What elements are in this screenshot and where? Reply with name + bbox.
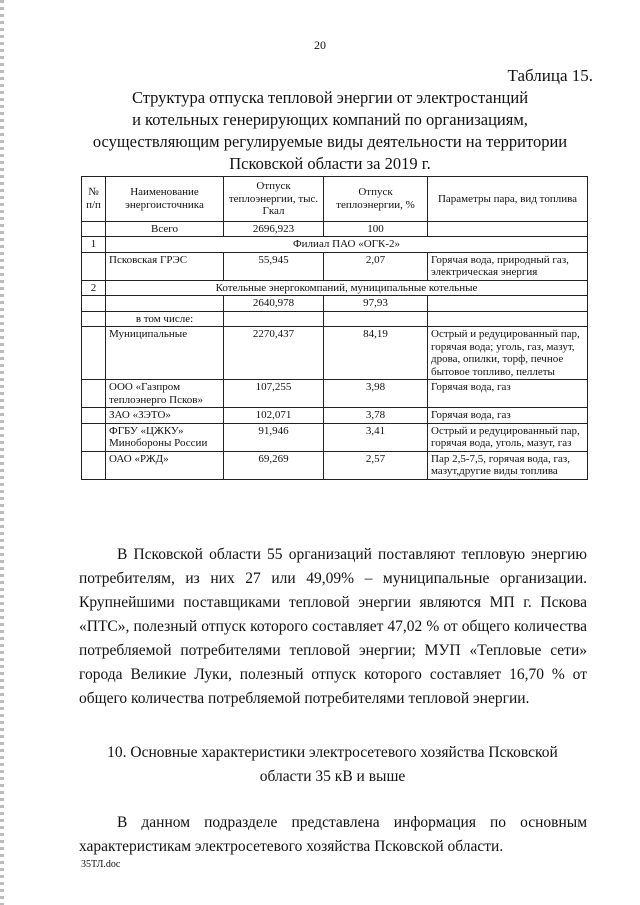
section2-release-pct: 97,93 xyxy=(324,296,428,312)
scan-edge xyxy=(0,0,4,905)
table-title-line: и котельных генерирующих компаний по организациям, xyxy=(132,110,528,129)
total-name: Всего xyxy=(106,221,224,237)
row-params: Горячая вода, газ xyxy=(428,380,588,408)
heat-release-table xyxy=(81,176,588,480)
row-name: Муниципальные xyxy=(106,327,224,380)
table-row-section2-total xyxy=(82,296,588,312)
row-release-pct: 3,78 xyxy=(324,408,428,424)
row-params: Острый и редуцированный пар, горячая вода; уголь, газ, мазут, дрова, опилки, торф, печное бытовое топливо, пеллеты xyxy=(428,327,588,380)
paragraph-suppliers-text: В Псковской области 55 организаций поставляют тепловую энергию потребителям, из них 27 или 49,09% – муниципальные организации. Крупнейшими поставщиками тепловой энергии являются МП г. Пскова «ПТС», полезный отпуск которого составляет 47,02 % от общего количества потребляемой потребителями тепловой энергии; МУП «Тепловые сети» города Великие Луки, полезный отпуск которого составляет 16,70 % от общего количества потребляемой потребителями тепловой энергии. xyxy=(79,546,587,707)
gres-params: Горячая вода, природный газ, электрическая энергия xyxy=(428,252,588,280)
row-params: Острый и редуцированный пар, горячая вода, уголь, мазут, газ xyxy=(428,423,588,451)
table-title-line: осуществляющим регулируемые виды деятельности на территории xyxy=(92,132,568,151)
row-release-gcal: 69,269 xyxy=(224,451,324,479)
row-release-gcal: 2270,437 xyxy=(224,327,324,380)
including-label: в том числе: xyxy=(106,311,224,327)
table-row xyxy=(82,408,588,424)
table-row-total xyxy=(82,221,588,237)
row-params: Горячая вода, газ xyxy=(428,408,588,424)
section2-num: 2 xyxy=(82,280,106,296)
row-params: Пар 2,5-7,5, горячая вода, газ, мазут,другие виды топлива xyxy=(428,451,588,479)
row-release-gcal: 107,255 xyxy=(224,380,324,408)
row-name: ФГБУ «ЦЖКУ» Минобороны России xyxy=(106,423,224,451)
table-row xyxy=(82,327,588,380)
header-params: Параметры пара, вид топлива xyxy=(428,177,588,222)
row-release-pct: 3,98 xyxy=(324,380,428,408)
table-row xyxy=(82,423,588,451)
gres-release-gcal: 55,945 xyxy=(224,252,324,280)
table-title-line: Структура отпуска тепловой энергии от электростанций xyxy=(131,88,529,107)
gres-release-pct: 2,07 xyxy=(324,252,428,280)
table-row xyxy=(82,451,588,479)
header-release-pct: Отпуск теплоэнергии, % xyxy=(324,177,428,222)
row-release-pct: 2,57 xyxy=(324,451,428,479)
page-number: 20 xyxy=(314,38,326,52)
paragraph-suppliers xyxy=(79,543,587,711)
table-section-row xyxy=(82,280,588,296)
table-row xyxy=(82,252,588,280)
section-heading-line: области 35 кВ и выше xyxy=(259,768,406,785)
footer-filename: 35ТЛ.doc xyxy=(81,859,121,870)
table-title xyxy=(60,87,600,175)
header-num: № п/п xyxy=(82,177,106,222)
table-row xyxy=(82,380,588,408)
section1-title: Филиал ПАО «ОГК-2» xyxy=(106,237,588,253)
paragraph-intro-text: В данном подразделе представлена информация по основным характеристикам электросетевого хозяйства Псковской области. xyxy=(79,814,587,855)
table-label: Таблица 15. xyxy=(507,66,593,85)
table-row-including xyxy=(82,311,588,327)
section-heading xyxy=(60,741,605,789)
section2-title: Котельные энергокомпаний, муниципальные котельные xyxy=(106,280,588,296)
total-release-pct: 100 xyxy=(324,221,428,237)
row-release-gcal: 102,071 xyxy=(224,408,324,424)
gres-name: Псковская ГРЭС xyxy=(106,252,224,280)
section-heading-line: 10. Основные характеристики электросетевого хозяйства Псковской xyxy=(107,744,558,761)
row-release-pct: 3,41 xyxy=(324,423,428,451)
total-release-gcal: 2696,923 xyxy=(224,221,324,237)
table-header-row xyxy=(82,177,588,222)
header-release-gcal: Отпуск теплоэнергии, тыс. Гкал xyxy=(224,177,324,222)
paragraph-intro xyxy=(79,811,587,859)
section2-release-gcal: 2640,978 xyxy=(224,296,324,312)
row-name: ЗАО «ЗЭТО» xyxy=(106,408,224,424)
table-section-row xyxy=(82,237,588,253)
row-name: ООО «Газпром теплоэнерго Псков» xyxy=(106,380,224,408)
table-title-line: Псковской области за 2019 г. xyxy=(229,154,431,173)
header-name: Наименование энергоисточника xyxy=(106,177,224,222)
row-release-pct: 84,19 xyxy=(324,327,428,380)
row-name: ОАО «РЖД» xyxy=(106,451,224,479)
row-release-gcal: 91,946 xyxy=(224,423,324,451)
section1-num: 1 xyxy=(82,237,106,253)
